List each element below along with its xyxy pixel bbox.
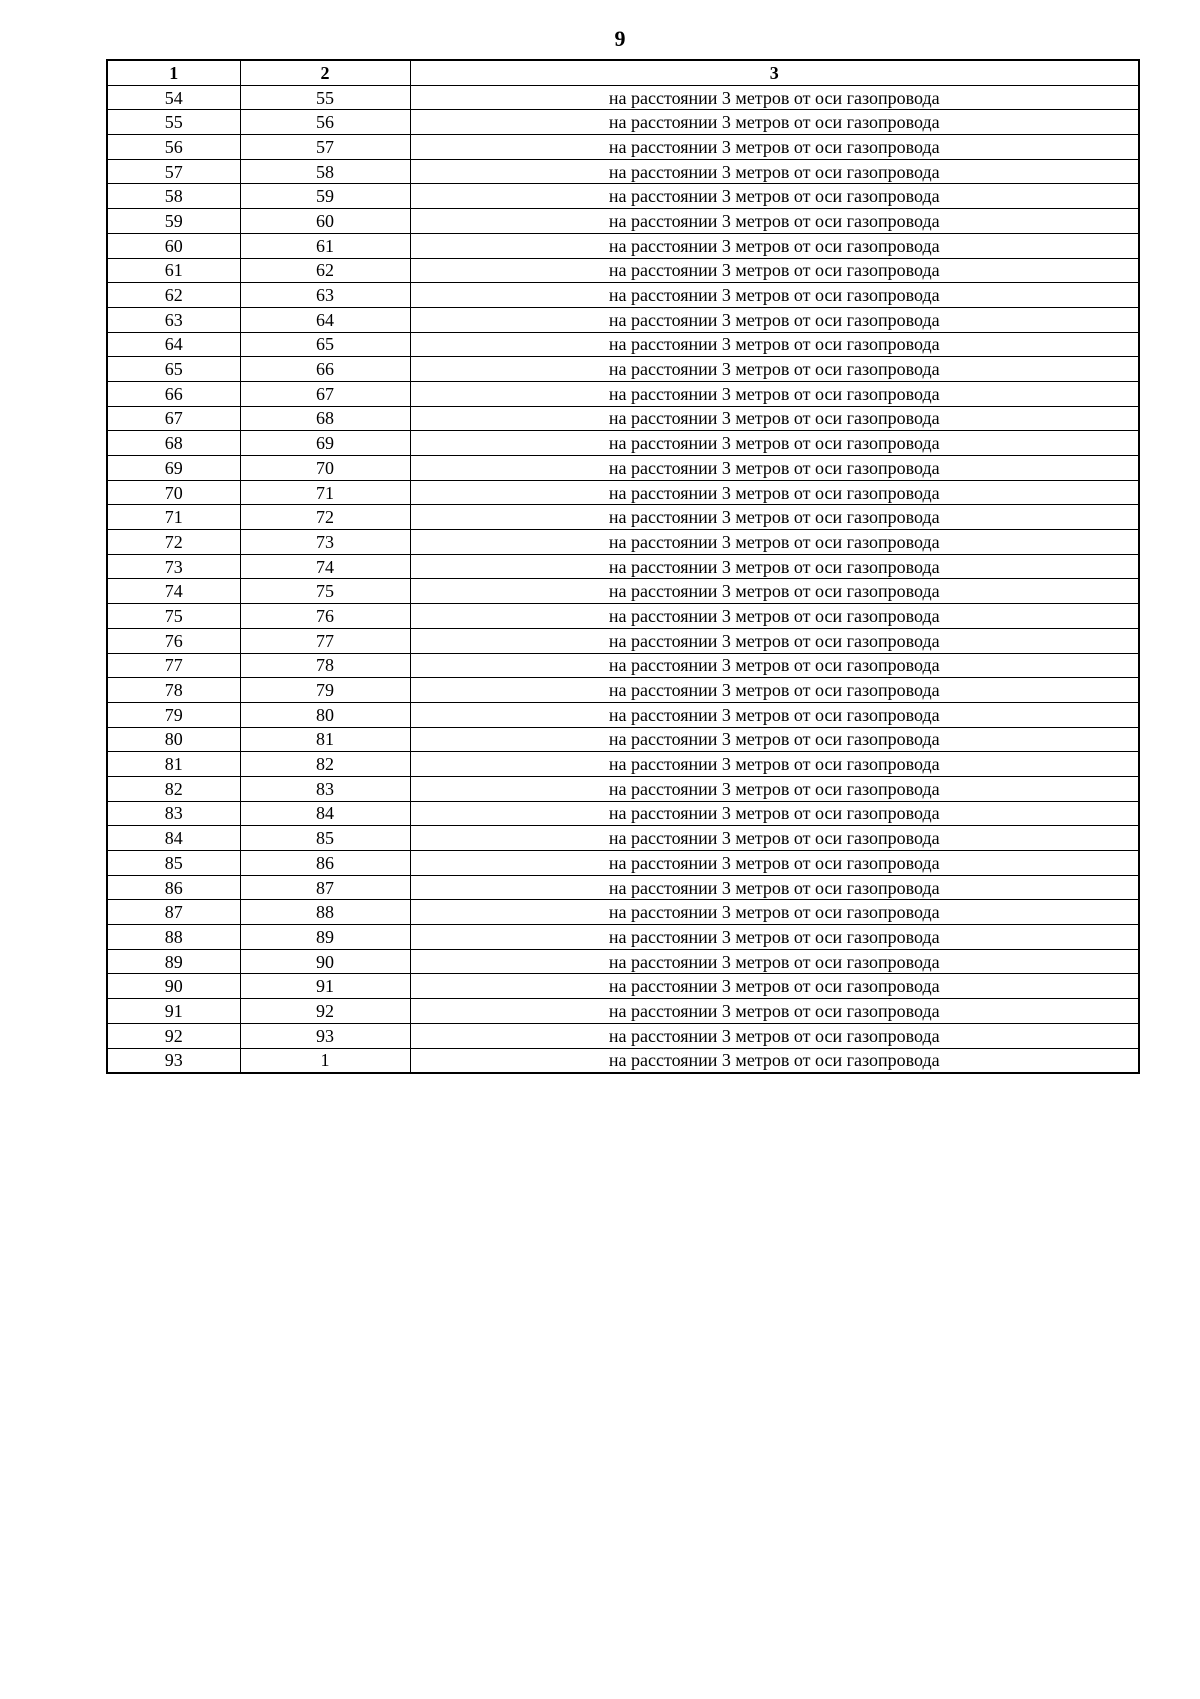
table-cell-col-3: на расстоянии 3 метров от оси газопровода: [410, 900, 1139, 925]
table-cell-col-1: 70: [107, 480, 240, 505]
table-cell-col-3: на расстоянии 3 метров от оси газопровода: [410, 135, 1139, 160]
table-cell-col-2: 73: [240, 530, 410, 555]
table-row: [107, 974, 1139, 999]
table-cell-col-1: 63: [107, 307, 240, 332]
table-cell-col-3: на расстоянии 3 метров от оси газопровода: [410, 1048, 1139, 1073]
table-cell-col-3: на расстоянии 3 метров от оси газопровода: [410, 678, 1139, 703]
table-cell-col-3: на расстоянии 3 метров от оси газопровода: [410, 505, 1139, 530]
table-cell-col-2: 87: [240, 875, 410, 900]
table-cell-col-3: на расстоянии 3 метров от оси газопровода: [410, 999, 1139, 1024]
table-cell-col-2: 93: [240, 1023, 410, 1048]
table-cell-col-2: 74: [240, 554, 410, 579]
table-cell-col-1: 93: [107, 1048, 240, 1073]
table-row: [107, 357, 1139, 382]
table-row: [107, 530, 1139, 555]
table-cell-col-1: 89: [107, 949, 240, 974]
table-row: [107, 480, 1139, 505]
table-row: [107, 406, 1139, 431]
table-cell-col-2: 92: [240, 999, 410, 1024]
table-row: [107, 233, 1139, 258]
table-cell-col-2: 75: [240, 579, 410, 604]
table-cell-col-2: 70: [240, 456, 410, 481]
table-row: [107, 776, 1139, 801]
table-cell-col-3: на расстоянии 3 метров от оси газопровода: [410, 604, 1139, 629]
table-cell-col-3: на расстоянии 3 метров от оси газопровода: [410, 776, 1139, 801]
table-body: [107, 85, 1139, 1073]
table-cell-col-2: 59: [240, 184, 410, 209]
page-number: 9: [614, 26, 626, 51]
table-cell-col-1: 82: [107, 776, 240, 801]
table-cell-col-3: на расстоянии 3 метров от оси газопровода: [410, 851, 1139, 876]
table-cell-col-2: 71: [240, 480, 410, 505]
table-cell-col-2: 82: [240, 752, 410, 777]
table-cell-col-1: 60: [107, 233, 240, 258]
table-cell-col-2: 65: [240, 332, 410, 357]
table-cell-col-1: 65: [107, 357, 240, 382]
table-cell-col-3: на расстоянии 3 метров от оси газопровода: [410, 480, 1139, 505]
table-cell-col-1: 85: [107, 851, 240, 876]
table-cell-col-1: 80: [107, 727, 240, 752]
table-cell-col-3: на расстоянии 3 метров от оси газопровода: [410, 826, 1139, 851]
table-row: [107, 801, 1139, 826]
table-cell-col-3: на расстоянии 3 метров от оси газопровода: [410, 752, 1139, 777]
table-cell-col-2: 55: [240, 85, 410, 110]
table-cell-col-1: 91: [107, 999, 240, 1024]
table-cell-col-2: 90: [240, 949, 410, 974]
table-row: [107, 456, 1139, 481]
table-cell-col-2: 78: [240, 653, 410, 678]
table-cell-col-1: 86: [107, 875, 240, 900]
table-cell-col-2: 81: [240, 727, 410, 752]
table-row: [107, 579, 1139, 604]
table-row: [107, 1023, 1139, 1048]
table-cell-col-3: на расстоянии 3 метров от оси газопровода: [410, 258, 1139, 283]
table-row: [107, 752, 1139, 777]
table-header-row: [107, 60, 1139, 85]
table-row: [107, 505, 1139, 530]
table-cell-col-3: на расстоянии 3 метров от оси газопровода: [410, 949, 1139, 974]
table-cell-col-2: 67: [240, 381, 410, 406]
table-cell-col-1: 64: [107, 332, 240, 357]
table-row: [107, 826, 1139, 851]
table-cell-col-3: на расстоянии 3 метров от оси газопровода: [410, 357, 1139, 382]
table-cell-col-1: 62: [107, 283, 240, 308]
table-row: [107, 999, 1139, 1024]
table-row: [107, 628, 1139, 653]
table-cell-col-2: 69: [240, 431, 410, 456]
table-cell-col-3: на расстоянии 3 метров от оси газопровода: [410, 530, 1139, 555]
table-cell-col-2: 68: [240, 406, 410, 431]
table-cell-col-3: на расстоянии 3 метров от оси газопровода: [410, 110, 1139, 135]
table-row: [107, 110, 1139, 135]
table-cell-col-3: на расстоянии 3 метров от оси газопровода: [410, 456, 1139, 481]
table-cell-col-3: на расстоянии 3 метров от оси газопровода: [410, 381, 1139, 406]
table-cell-col-2: 86: [240, 851, 410, 876]
table-cell-col-2: 85: [240, 826, 410, 851]
table-cell-col-1: 79: [107, 702, 240, 727]
table-cell-col-2: 57: [240, 135, 410, 160]
table-cell-col-1: 72: [107, 530, 240, 555]
table-cell-col-2: 91: [240, 974, 410, 999]
table-cell-col-2: 89: [240, 925, 410, 950]
table-cell-col-1: 66: [107, 381, 240, 406]
table-cell-col-1: 74: [107, 579, 240, 604]
table-cell-col-3: на расстоянии 3 метров от оси газопровода: [410, 85, 1139, 110]
table-cell-col-3: на расстоянии 3 метров от оси газопровода: [410, 974, 1139, 999]
table-cell-col-1: 76: [107, 628, 240, 653]
table-cell-col-3: на расстоянии 3 метров от оси газопровода: [410, 332, 1139, 357]
table-cell-col-3: на расстоянии 3 метров от оси газопровода: [410, 925, 1139, 950]
table-cell-col-1: 59: [107, 209, 240, 234]
table-row: [107, 307, 1139, 332]
table-cell-col-1: 84: [107, 826, 240, 851]
table-row: [107, 1048, 1139, 1073]
table-cell-col-2: 63: [240, 283, 410, 308]
table-cell-col-1: 56: [107, 135, 240, 160]
boundary-table: [106, 59, 1140, 1074]
table-row: [107, 727, 1139, 752]
table-row: [107, 159, 1139, 184]
table-cell-col-1: 87: [107, 900, 240, 925]
table-header: [107, 60, 1139, 85]
table-row: [107, 875, 1139, 900]
table-cell-col-1: 61: [107, 258, 240, 283]
table-row: [107, 949, 1139, 974]
table-cell-col-3: на расстоянии 3 метров от оси газопровода: [410, 801, 1139, 826]
table-cell-col-2: 80: [240, 702, 410, 727]
table-cell-col-3: на расстоянии 3 метров от оси газопровода: [410, 406, 1139, 431]
table-cell-col-2: 83: [240, 776, 410, 801]
table-cell-col-2: 61: [240, 233, 410, 258]
table-cell-col-2: 66: [240, 357, 410, 382]
table-cell-col-1: 71: [107, 505, 240, 530]
table-cell-col-3: на расстоянии 3 метров от оси газопровода: [410, 875, 1139, 900]
table-row: [107, 283, 1139, 308]
table-cell-col-1: 88: [107, 925, 240, 950]
table-row: [107, 925, 1139, 950]
table-row: [107, 184, 1139, 209]
table-cell-col-3: на расстоянии 3 метров от оси газопровода: [410, 233, 1139, 258]
table-cell-col-3: на расстоянии 3 метров от оси газопровода: [410, 554, 1139, 579]
table-cell-col-3: на расстоянии 3 метров от оси газопровода: [410, 159, 1139, 184]
table-cell-col-1: 58: [107, 184, 240, 209]
header-col-2: 2: [240, 60, 410, 85]
table-cell-col-2: 79: [240, 678, 410, 703]
table-cell-col-3: на расстоянии 3 метров от оси газопровода: [410, 579, 1139, 604]
table-cell-col-1: 69: [107, 456, 240, 481]
table-cell-col-2: 60: [240, 209, 410, 234]
table-row: [107, 604, 1139, 629]
table-cell-col-2: 1: [240, 1048, 410, 1073]
table-cell-col-1: 77: [107, 653, 240, 678]
table-cell-col-1: 73: [107, 554, 240, 579]
table-cell-col-2: 72: [240, 505, 410, 530]
table-cell-col-2: 56: [240, 110, 410, 135]
table-cell-col-1: 55: [107, 110, 240, 135]
table-cell-col-1: 54: [107, 85, 240, 110]
table-row: [107, 258, 1139, 283]
table-cell-col-1: 78: [107, 678, 240, 703]
table-row: [107, 85, 1139, 110]
header-col-3: 3: [410, 60, 1139, 85]
table-cell-col-3: на расстоянии 3 метров от оси газопровода: [410, 283, 1139, 308]
table-cell-col-2: 62: [240, 258, 410, 283]
table-cell-col-2: 88: [240, 900, 410, 925]
table-cell-col-1: 67: [107, 406, 240, 431]
table-cell-col-3: на расстоянии 3 метров от оси газопровода: [410, 1023, 1139, 1048]
table-cell-col-3: на расстоянии 3 метров от оси газопровода: [410, 209, 1139, 234]
table-cell-col-1: 81: [107, 752, 240, 777]
table-cell-col-2: 84: [240, 801, 410, 826]
header-col-1: 1: [107, 60, 240, 85]
table-cell-col-3: на расстоянии 3 метров от оси газопровода: [410, 653, 1139, 678]
table-cell-col-1: 68: [107, 431, 240, 456]
table-cell-col-2: 64: [240, 307, 410, 332]
table-cell-col-1: 75: [107, 604, 240, 629]
table-cell-col-1: 83: [107, 801, 240, 826]
table-row: [107, 554, 1139, 579]
table-row: [107, 135, 1139, 160]
table-row: [107, 431, 1139, 456]
table-cell-col-3: на расстоянии 3 метров от оси газопровода: [410, 727, 1139, 752]
table-cell-col-3: на расстоянии 3 метров от оси газопровода: [410, 431, 1139, 456]
table-cell-col-3: на расстоянии 3 метров от оси газопровода: [410, 628, 1139, 653]
table-row: [107, 653, 1139, 678]
table-cell-col-1: 57: [107, 159, 240, 184]
table-row: [107, 332, 1139, 357]
table-cell-col-3: на расстоянии 3 метров от оси газопровода: [410, 307, 1139, 332]
table-cell-col-3: на расстоянии 3 метров от оси газопровода: [410, 702, 1139, 727]
table-cell-col-1: 92: [107, 1023, 240, 1048]
table-cell-col-2: 77: [240, 628, 410, 653]
table-cell-col-3: на расстоянии 3 метров от оси газопровода: [410, 184, 1139, 209]
table-row: [107, 678, 1139, 703]
table-cell-col-1: 90: [107, 974, 240, 999]
table-row: [107, 900, 1139, 925]
table-cell-col-2: 58: [240, 159, 410, 184]
table-row: [107, 702, 1139, 727]
table-row: [107, 381, 1139, 406]
table-cell-col-2: 76: [240, 604, 410, 629]
table-row: [107, 209, 1139, 234]
table-row: [107, 851, 1139, 876]
